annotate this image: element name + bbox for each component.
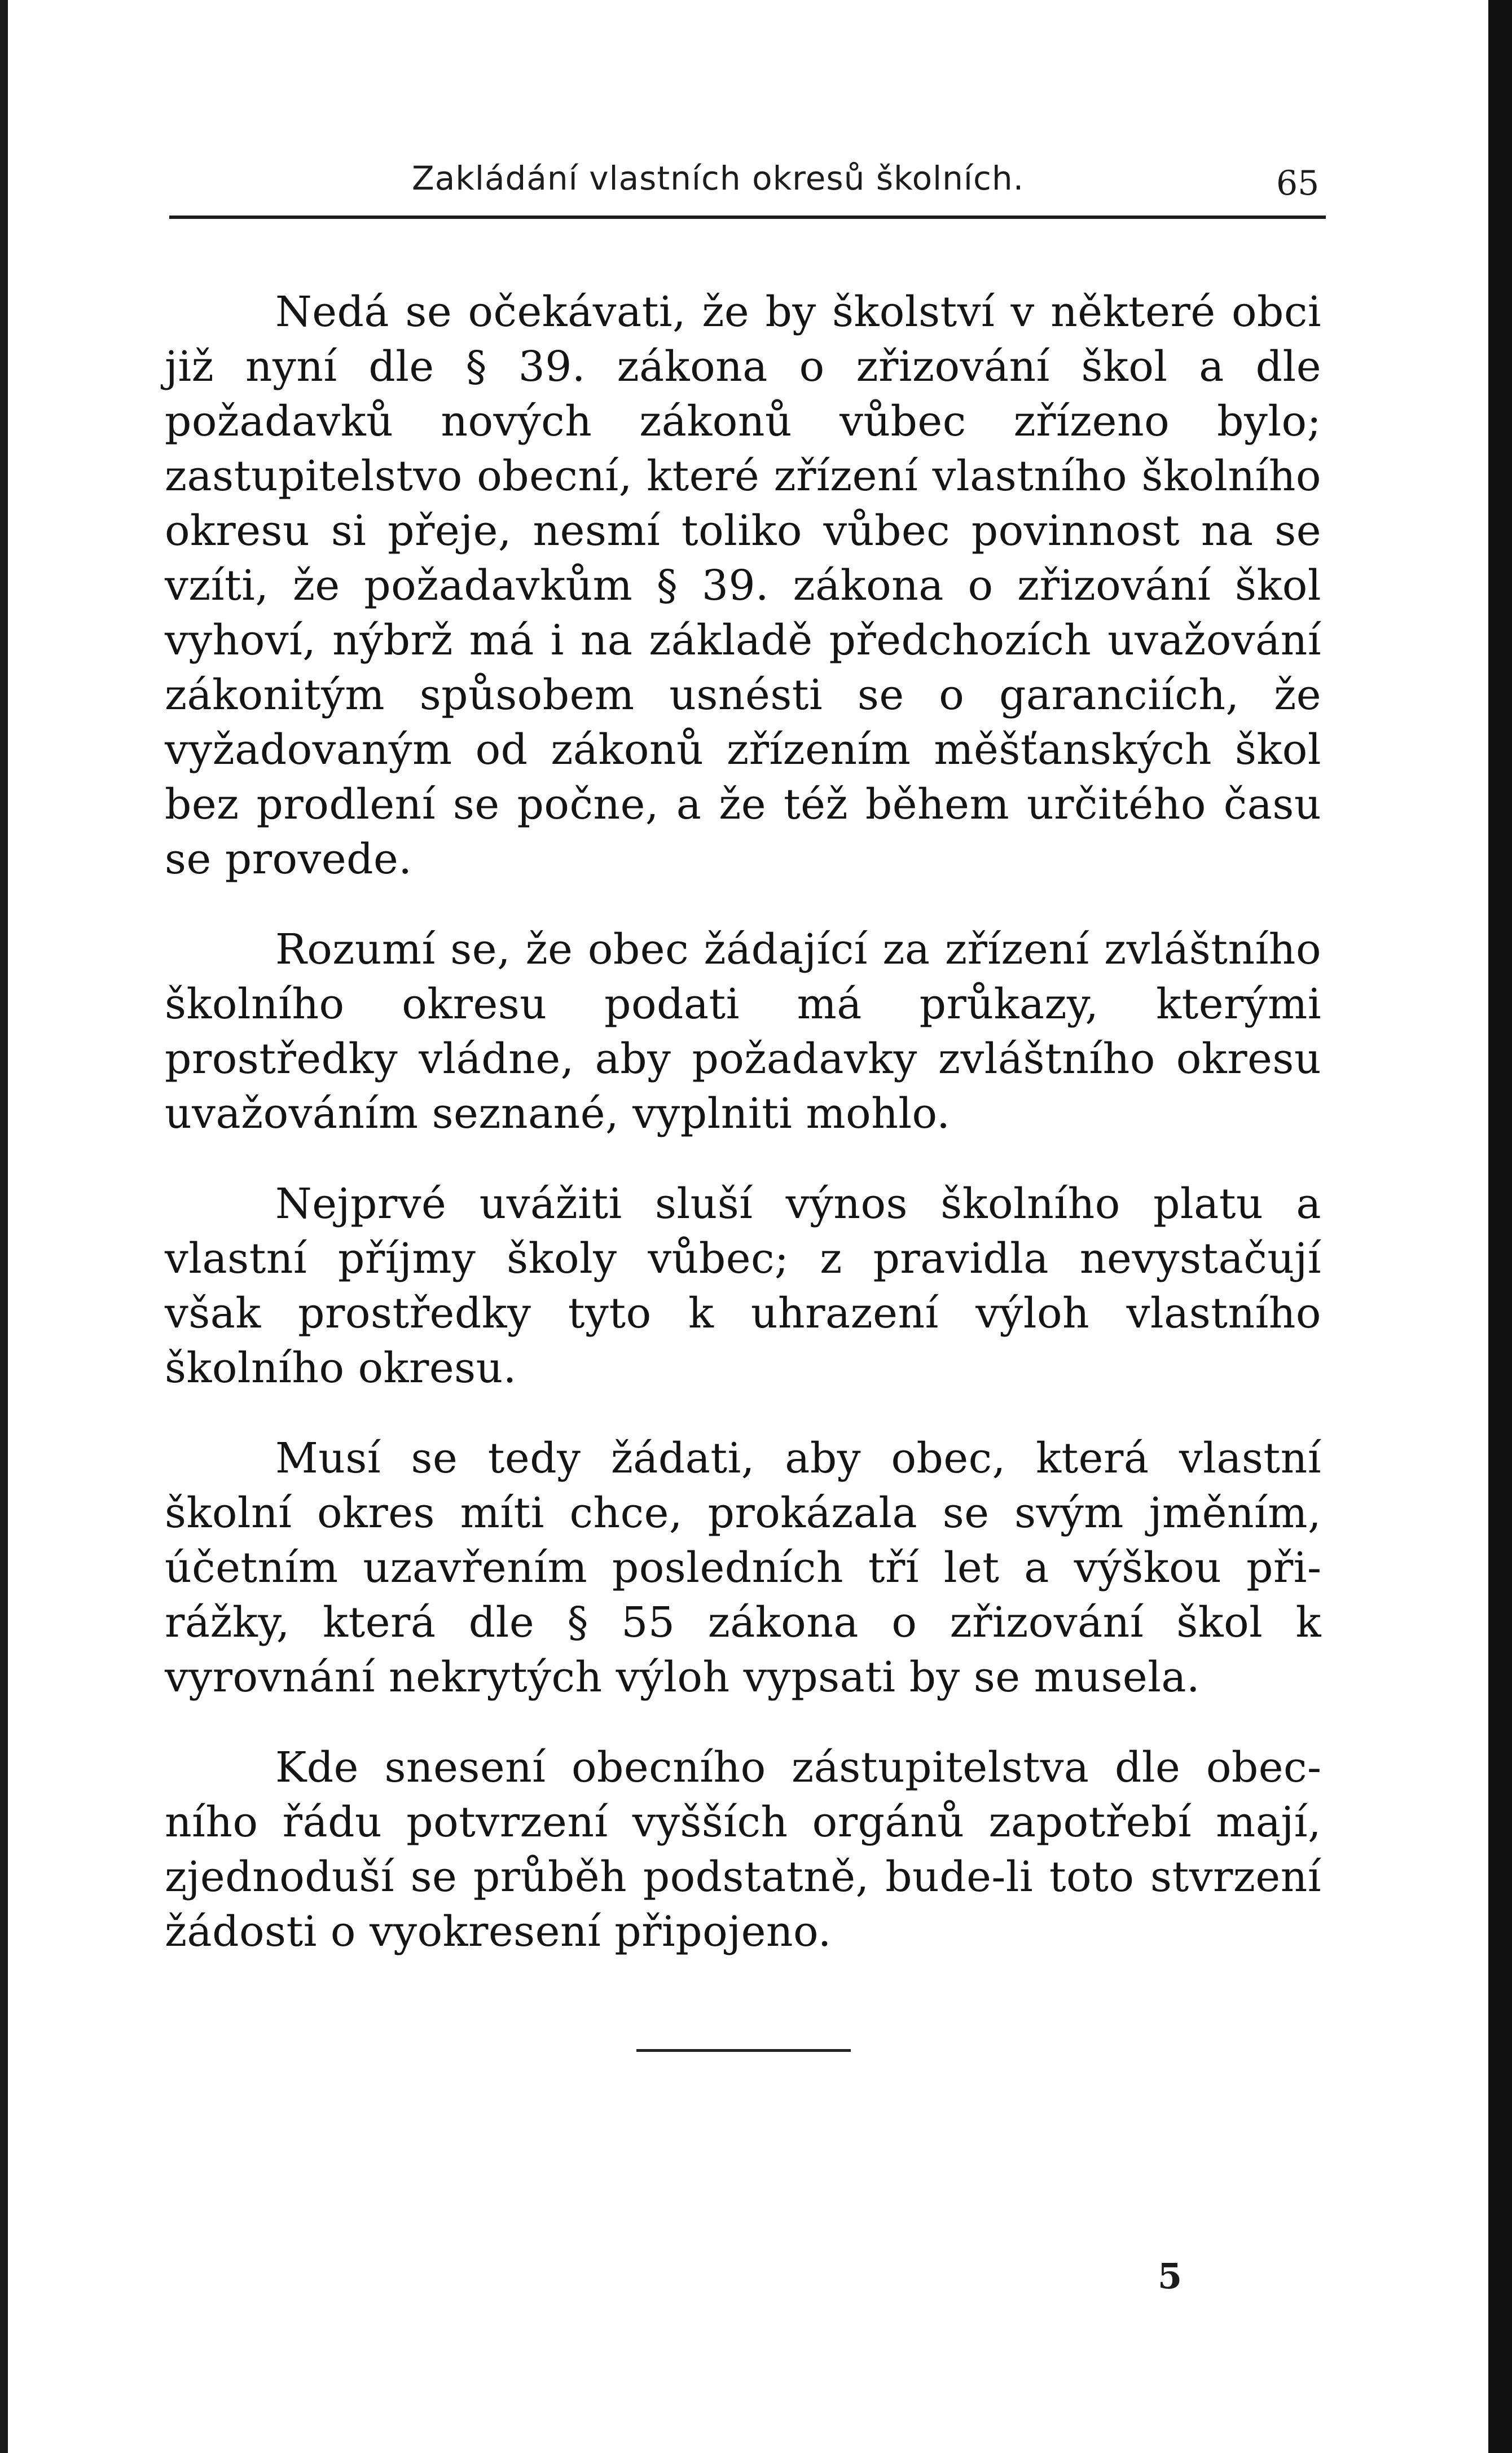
paragraph-3: Nejprvé uvážiti sluší výnos školního platu a vlastní příjmy školy vůbec; z pravidla nevystačují však prostředky tyto k uhrazení výloh vlastního školního okresu. xyxy=(165,1180,1321,1392)
paragraph-4: Musí se tedy žádati, aby obec, která vlastní školní okres míti chce, prokázala se svým jměním, účetním uzavřením posledních tří let a výškou přirážky, která dle § 55 zákona o zřizování škol k vyrovnání nekrytých výloh vypsati by se musela. xyxy=(165,1434,1321,1702)
paragraph-5: Kde snesení obecního zástupitelstva dle obecního řádu potvrzení vyšších orgánů zapotřebí mají, zjednoduší se průběh podstatně, bude-li toto stvrzení žádosti o vyokresení připojeno. xyxy=(165,1743,1321,1956)
end-rule xyxy=(636,2049,851,2052)
scan-edge-right xyxy=(1488,0,1512,2453)
running-head: Zakládání vlastních okresů školních. xyxy=(412,159,1025,197)
header-rule xyxy=(169,216,1326,219)
paragraph-1: Nedá se očekávati, že by školství v některé obci již nyní dle § 39. zákona o zřizování škol a dle požadavků nových zákonů vůbec zřízeno bylo; zastupitelstvo obecní, které zřízení vlastního školního okresu si přeje, nesmí toliko vůbec povinnost na se vzíti, že požadavkům § 39. zákona o zřizování škol vyhoví, nýbrž má i na základě předchozích uvažování zákonitým spůsobem usnésti se o garanciích, že vyžadovaným od zákonů zřízením měšťanských škol bez prodlení se počne, a že též během určitého času se provede. xyxy=(165,288,1321,883)
signature-mark: 5 xyxy=(1158,2256,1183,2297)
body-text xyxy=(165,285,1321,1995)
scan-edge-left xyxy=(0,0,8,2453)
page-number: 65 xyxy=(1276,164,1320,203)
paragraph-2: Rozumí se, že obec žádající za zřízení zvláštního školního okresu podati má průkazy, kterými prostředky vládne, aby požadavky zvláštního okresu uvažováním seznané, vyplniti mohlo. xyxy=(165,925,1321,1138)
